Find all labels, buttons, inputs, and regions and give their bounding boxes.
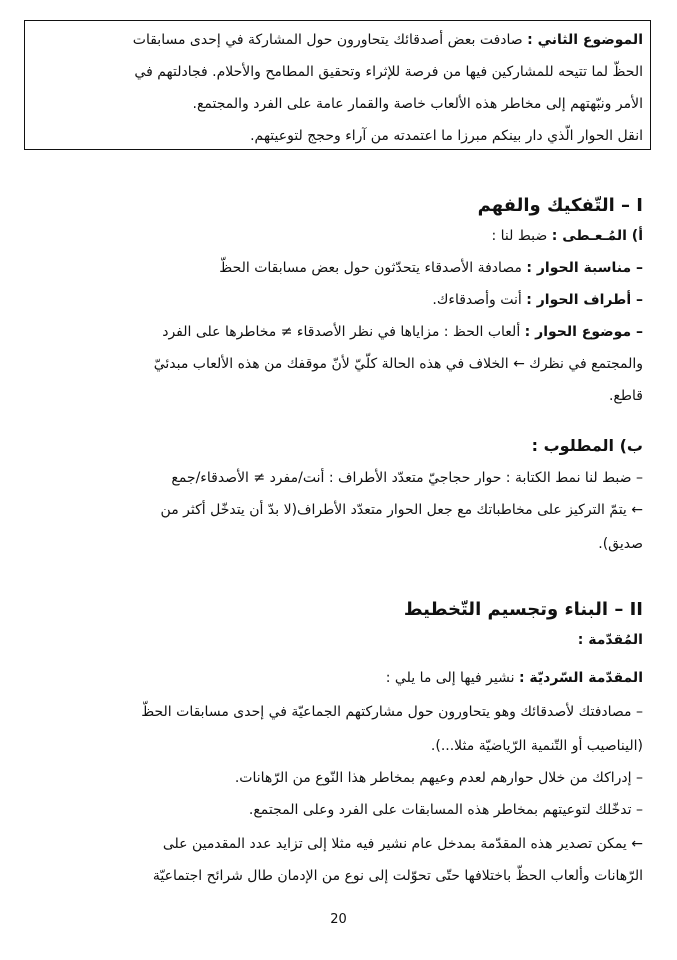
subject-line-2: والمجتمع في نظرك ← الخلاف في هذه الحالة كلّيّ لأنّ موقفك من هذه الألعاب مبدئيّ (153, 356, 643, 372)
parties-label: – أطراف الحوار : (526, 292, 643, 308)
required-line-3: صديق). (598, 536, 643, 552)
subject-line-1 (162, 322, 643, 342)
intro-item-6: الرّهانات وألعاب الحظّ باختلافها حتّى تحوّلت إلى نوع من الإدمان طال شرائح اجتماعيّة (152, 868, 643, 884)
given-line (492, 226, 644, 246)
given-text: ضبط لنا : (491, 228, 548, 244)
intro-item-4: – تدخّلك لتوعيتهم بمخاطر هذه المسابقات على الفرد وعلى المجتمع. (248, 802, 643, 818)
given-label: أ) المُـعـطى : (551, 228, 643, 244)
subject-text: ألعاب الحظ : مزاياها في نظر الأصدقاء ≠ مخاطرها على الفرد (162, 324, 521, 340)
subject-label: – موضوع الحوار : (524, 324, 643, 340)
intro-item-3: – إدراكك من خلال حوارهم لعدم وعيهم بمخاطر هذا النّوع من الرّهانات. (234, 770, 643, 786)
occasion-label: – مناسبة الحوار : (526, 260, 643, 276)
intro-label: المُقدّمة : (577, 632, 643, 648)
narrative-line (386, 668, 643, 688)
topic-line-3: الأمر ونبّهتهم إلى مخاطر هذه الألعاب خاصة والقمار عامة على الفرد والمجتمع. (192, 96, 643, 112)
required-line-2: ← يتمّ التركيز على مخاطباتك مع جعل الحوار متعدّد الأطراف(لا بدّ أن يتدخّل أكثر من (160, 502, 643, 518)
subject-line-3: قاطع. (608, 388, 643, 404)
required-line-1: – ضبط لنا نمط الكتابة : حوار حجاجيّ متعدّد الأطراف : أنت/مفرد ≠ الأصدقاء/جمع (171, 470, 643, 486)
parties-line (432, 290, 643, 310)
section2-title: II – البناء وتجسيم التّخطيط (403, 599, 643, 620)
page-number: 20 (330, 912, 347, 927)
intro-item-1: – مصادفتك لأصدقائك وهو يتحاورون حول مشاركتهم الجماعيّة في إحدى مسابقات الحظّ (141, 704, 643, 720)
topic-text-1: صادفت بعض أصدقائك يتحاورون حول المشاركة في إحدى مسابقات (132, 32, 523, 48)
narrative-text: نشير فيها إلى ما يلي : (385, 670, 515, 686)
intro-item-2: (اليناصيب أو التّنمية الرّياضيّة مثلا...). (430, 738, 643, 754)
intro-item-5: ← يمكن تصدير هذه المقدّمة بمدخل عام نشير فيه مثلا إلى تزايد عدد المقدمين على (162, 836, 643, 852)
section1-title: I – التّفكيك والفهم (477, 195, 643, 216)
occasion-line (219, 258, 643, 278)
topic-label: الموضوع الثاني : (527, 32, 643, 48)
topic-line-1 (133, 30, 643, 50)
topic-line-2: الحظّ لما تتيحه للمشاركين فيها من فرصة للإثراء وتحقيق المطامح والأحلام. فجادلتهم في (134, 64, 643, 80)
parties-text: أنت وأصدقاءك. (432, 292, 522, 308)
required-label: ب) المطلوب : (531, 436, 643, 455)
topic-line-4: انقل الحوار الّذي دار بينكم مبرزا ما اعتمدته من آراء وحجج لتوعيتهم. (250, 128, 643, 144)
occasion-text: مصادفة الأصدقاء يتحدّثون حول بعض مسابقات الحظّ (219, 260, 522, 276)
narrative-label: المقدّمة السّرديّة : (518, 670, 643, 686)
